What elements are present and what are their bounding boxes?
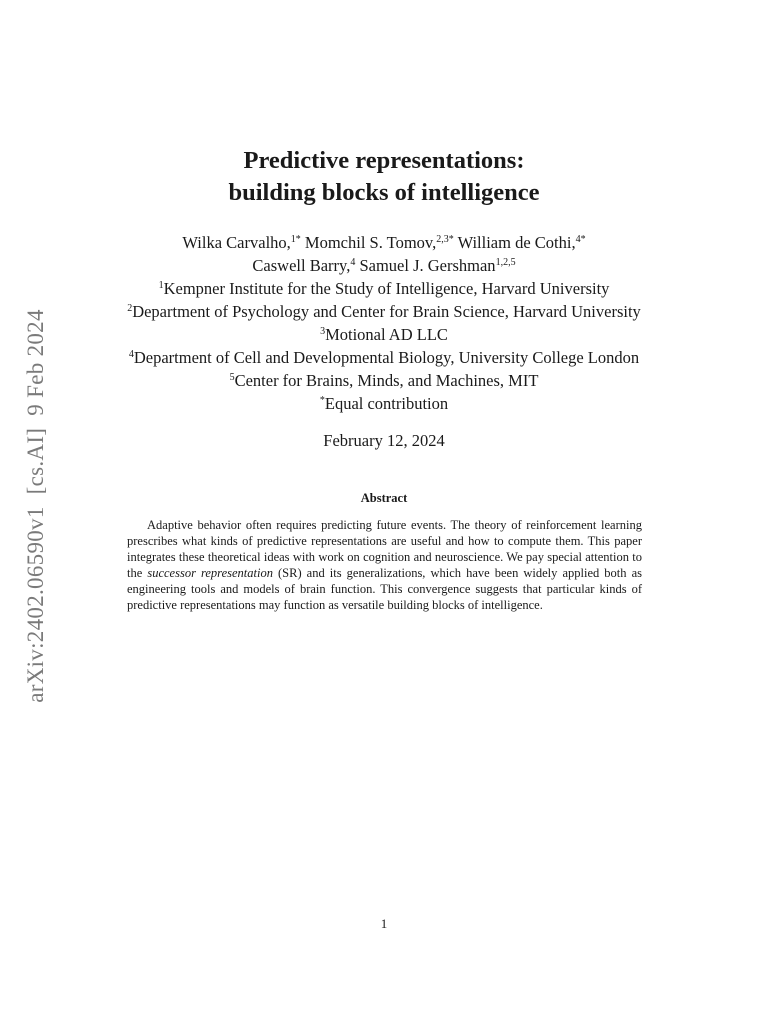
author-line-2 <box>0 254 768 277</box>
affiliation-text: Center for Brains, Minds, and Machines, MIT <box>234 371 539 390</box>
affiliation-text: Department of Cell and Developmental Biology, University College London <box>133 348 640 367</box>
abstract-text-1: Adaptive behavior often requires predicting future events. The theory of reinforcement learning prescribes what kinds of predictive representations are useful and how to compute them. This paper integrates these theoretical ideas with work on cognition and neuroscience. We pay special attention to the <box>127 518 642 580</box>
affiliation <box>0 346 768 369</box>
affiliation-text: Equal contribution <box>324 394 449 413</box>
arxiv-date: 9 Feb 2024 <box>23 309 48 416</box>
author-name: William de Cothi, <box>457 233 576 252</box>
author-sup: 4 <box>350 257 356 268</box>
arxiv-category: [cs.AI] <box>23 427 48 495</box>
affiliation-sup: * <box>319 395 325 406</box>
affiliation-text: Motional AD LLC <box>325 325 448 344</box>
page-number: 1 <box>380 916 388 931</box>
affiliation <box>0 392 768 415</box>
title-line-2: building blocks of intelligence <box>228 179 540 206</box>
arxiv-id: arXiv:2402.06590v1 <box>23 506 48 703</box>
abstract-emphasis: successor representation <box>147 566 273 580</box>
author-name: Wilka Carvalho, <box>182 233 291 252</box>
affiliation-sup: 1 <box>158 280 164 291</box>
affiliation-text: Kempner Institute for the Study of Intelligence, Harvard University <box>163 279 610 298</box>
affiliation-sup: 4 <box>128 349 134 360</box>
author-sup: 2,3* <box>436 234 454 245</box>
paper-date: February 12, 2024 <box>323 431 445 450</box>
affiliation-text: Department of Psychology and Center for Brain Science, Harvard University <box>132 302 641 321</box>
abstract-heading: Abstract <box>360 491 408 505</box>
author-sup: 4* <box>575 234 586 245</box>
author-sup: 1* <box>290 234 301 245</box>
affiliation-sup: 2 <box>127 303 133 314</box>
author-line-1 <box>0 231 768 254</box>
title-line-1: Predictive representations: <box>243 147 525 174</box>
affiliation <box>0 277 768 300</box>
affiliation <box>0 300 768 323</box>
affiliation-sup: 3 <box>320 326 326 337</box>
affiliation-sup: 5 <box>229 372 235 383</box>
abstract-text-2: (SR) and its generalizations, which have been widely applied both as engineering tools and models of brain function. This convergence suggests that particular kinds of predictive representations may function as versatile building blocks of intelligence. <box>127 566 642 612</box>
author-name: Samuel J. Gershman <box>359 256 496 275</box>
paper-title <box>0 145 768 209</box>
author-sup: 1,2,5 <box>495 257 516 268</box>
affiliation <box>0 369 768 392</box>
affiliation <box>0 323 768 346</box>
author-block <box>0 231 768 415</box>
author-name: Momchil S. Tomov, <box>304 233 437 252</box>
author-name: Caswell Barry, <box>252 256 351 275</box>
abstract-body <box>127 517 642 613</box>
